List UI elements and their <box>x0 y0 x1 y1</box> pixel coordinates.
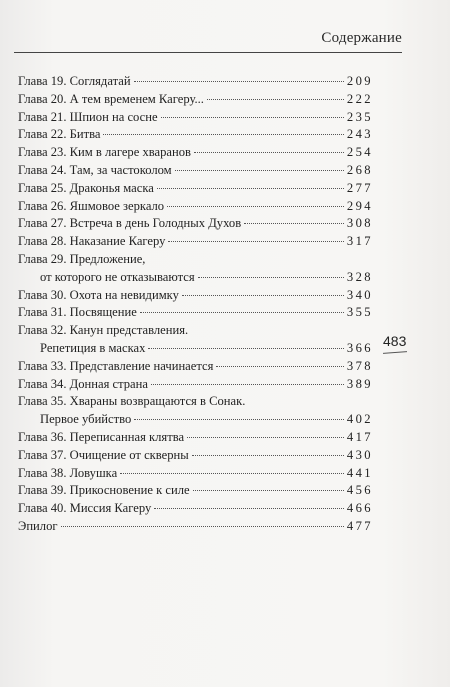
toc-entry <box>18 215 373 233</box>
toc-entry <box>18 144 373 162</box>
toc-entry-title: Глава 30. Охота на невидимку <box>18 287 179 302</box>
toc-entry <box>18 518 373 536</box>
toc-entry <box>18 91 373 109</box>
toc-entry-page: 430 <box>346 447 373 462</box>
toc-leader-dots <box>61 526 344 527</box>
toc-entry-title: Глава 38. Ловушка <box>18 465 118 480</box>
toc-leader-dots <box>140 312 344 313</box>
toc-entry-title: Глава 33. Представление начинается <box>18 358 214 373</box>
toc-leader-dots <box>207 99 344 100</box>
toc-entry <box>18 358 373 376</box>
toc-leader-dots <box>103 134 343 135</box>
toc-entry <box>18 162 373 180</box>
toc-entry-title: Глава 32. Канун представления. <box>18 323 189 338</box>
toc-entry <box>18 465 373 483</box>
toc-entry-page: 277 <box>346 180 373 195</box>
toc-entry-page: 340 <box>346 287 373 302</box>
toc-entry <box>18 376 373 394</box>
toc-entry <box>18 251 373 269</box>
toc-leader-dots <box>134 81 344 82</box>
toc-leader-dots <box>198 277 344 278</box>
toc-leader-dots <box>182 295 344 296</box>
toc-leader-dots <box>134 419 344 420</box>
toc-entry-title: Глава 19. Соглядатай <box>18 74 131 88</box>
toc-leader-dots <box>192 455 344 456</box>
toc-entry <box>18 393 373 411</box>
toc-entry-title: Глава 39. Прикосновение к силе <box>18 483 190 498</box>
toc-entry-page: 389 <box>346 376 373 391</box>
toc-leader-dots <box>216 366 344 367</box>
toc-entry-title: Эпилог <box>18 518 58 533</box>
toc-entry <box>18 198 373 216</box>
toc-leader-dots <box>175 170 344 171</box>
toc-entry <box>18 287 373 305</box>
toc-entry-title: Глава 26. Яшмовое зеркало <box>18 198 165 213</box>
toc-entry-title: Глава 36. Переписанная клятва <box>18 429 185 444</box>
toc-entry-title: от которого не отказываются <box>40 269 195 284</box>
running-header: Содержание <box>321 30 402 46</box>
toc-entry <box>18 322 373 340</box>
toc-leader-dots <box>120 473 344 474</box>
toc-entry-title: Глава 21. Шпион на сосне <box>18 109 158 124</box>
toc-entry-page: 466 <box>346 501 373 516</box>
toc-entry-title: Глава 31. Посвящение <box>18 305 137 320</box>
toc-entry <box>18 429 373 447</box>
toc-entry <box>18 411 373 429</box>
toc-entry <box>18 500 373 518</box>
toc-entry-page: 317 <box>346 234 373 249</box>
toc-entry <box>18 304 373 322</box>
toc-entry-page: 268 <box>346 162 373 177</box>
toc-entry-title: Глава 25. Драконья маска <box>18 180 154 195</box>
toc-entry-page: 355 <box>346 305 373 320</box>
toc-entry-page: 294 <box>346 198 373 213</box>
toc-entry-page: 402 <box>346 412 373 427</box>
toc-leader-dots <box>187 437 344 438</box>
toc-entry-page: 477 <box>346 518 373 533</box>
toc-entry <box>18 340 373 358</box>
toc-leader-dots <box>194 152 344 153</box>
toc-entry-page: 366 <box>346 340 373 355</box>
toc-entry-page: 456 <box>346 483 373 498</box>
toc-entry-page: 308 <box>346 216 373 231</box>
toc-leader-dots <box>161 117 344 118</box>
toc-entry-page: 243 <box>346 127 373 142</box>
toc-entry-title: Глава 27. Встреча в день Голодных Духов <box>18 216 242 231</box>
toc-entry <box>18 269 373 287</box>
toc-entry <box>18 482 373 500</box>
toc-entry-title: Глава 20. А тем временем Кагеру... <box>18 91 204 106</box>
toc-entry-title: Глава 24. Там, за частоколом <box>18 162 172 177</box>
toc-entry-title: Глава 23. Ким в лагере хваранов <box>18 145 192 160</box>
toc-entry-title: Глава 40. Миссия Кагеру <box>18 501 152 516</box>
toc-entry-title: Глава 29. Предложение, <box>18 251 146 266</box>
page-number: 483 <box>383 333 407 349</box>
toc-entry-page: 209 <box>346 74 373 88</box>
toc-leader-dots <box>168 241 343 242</box>
toc-entry-title: Первое убийство <box>40 412 132 427</box>
toc-entry-page: 328 <box>346 269 373 284</box>
toc-entry-title: Глава 34. Донная страна <box>18 376 148 391</box>
toc-entry <box>18 73 373 91</box>
toc-leader-dots <box>154 508 344 509</box>
toc-leader-dots <box>244 223 344 224</box>
toc-leader-dots <box>148 348 344 349</box>
toc-entry <box>18 233 373 251</box>
toc-entry <box>18 447 373 465</box>
table-of-contents <box>18 73 373 536</box>
toc-entry-title: Глава 28. Наказание Кагеру <box>18 234 166 249</box>
toc-leader-dots <box>167 206 344 207</box>
toc-entry-page: 254 <box>346 145 373 160</box>
toc-leader-dots <box>157 188 344 189</box>
toc-entry-title: Глава 35. Хвараны возвращаются в Сонак. <box>18 394 246 409</box>
toc-entry <box>18 126 373 144</box>
toc-entry-title: Глава 22. Битва <box>18 127 101 142</box>
toc-entry-title: Глава 37. Очищение от скверны <box>18 447 189 462</box>
toc-entry-page: 441 <box>346 465 373 480</box>
toc-entry-title: Репетиция в масках <box>40 340 146 355</box>
toc-entry <box>18 180 373 198</box>
toc-entry-page: 378 <box>346 358 373 373</box>
page-number-underline <box>383 351 407 354</box>
toc-entry-page: 222 <box>346 91 373 106</box>
toc-entry-page: 417 <box>346 429 373 444</box>
toc-leader-dots <box>151 384 344 385</box>
toc-entry <box>18 109 373 127</box>
header-rule <box>14 52 402 53</box>
toc-entry-page: 235 <box>346 109 373 124</box>
toc-leader-dots <box>193 490 344 491</box>
